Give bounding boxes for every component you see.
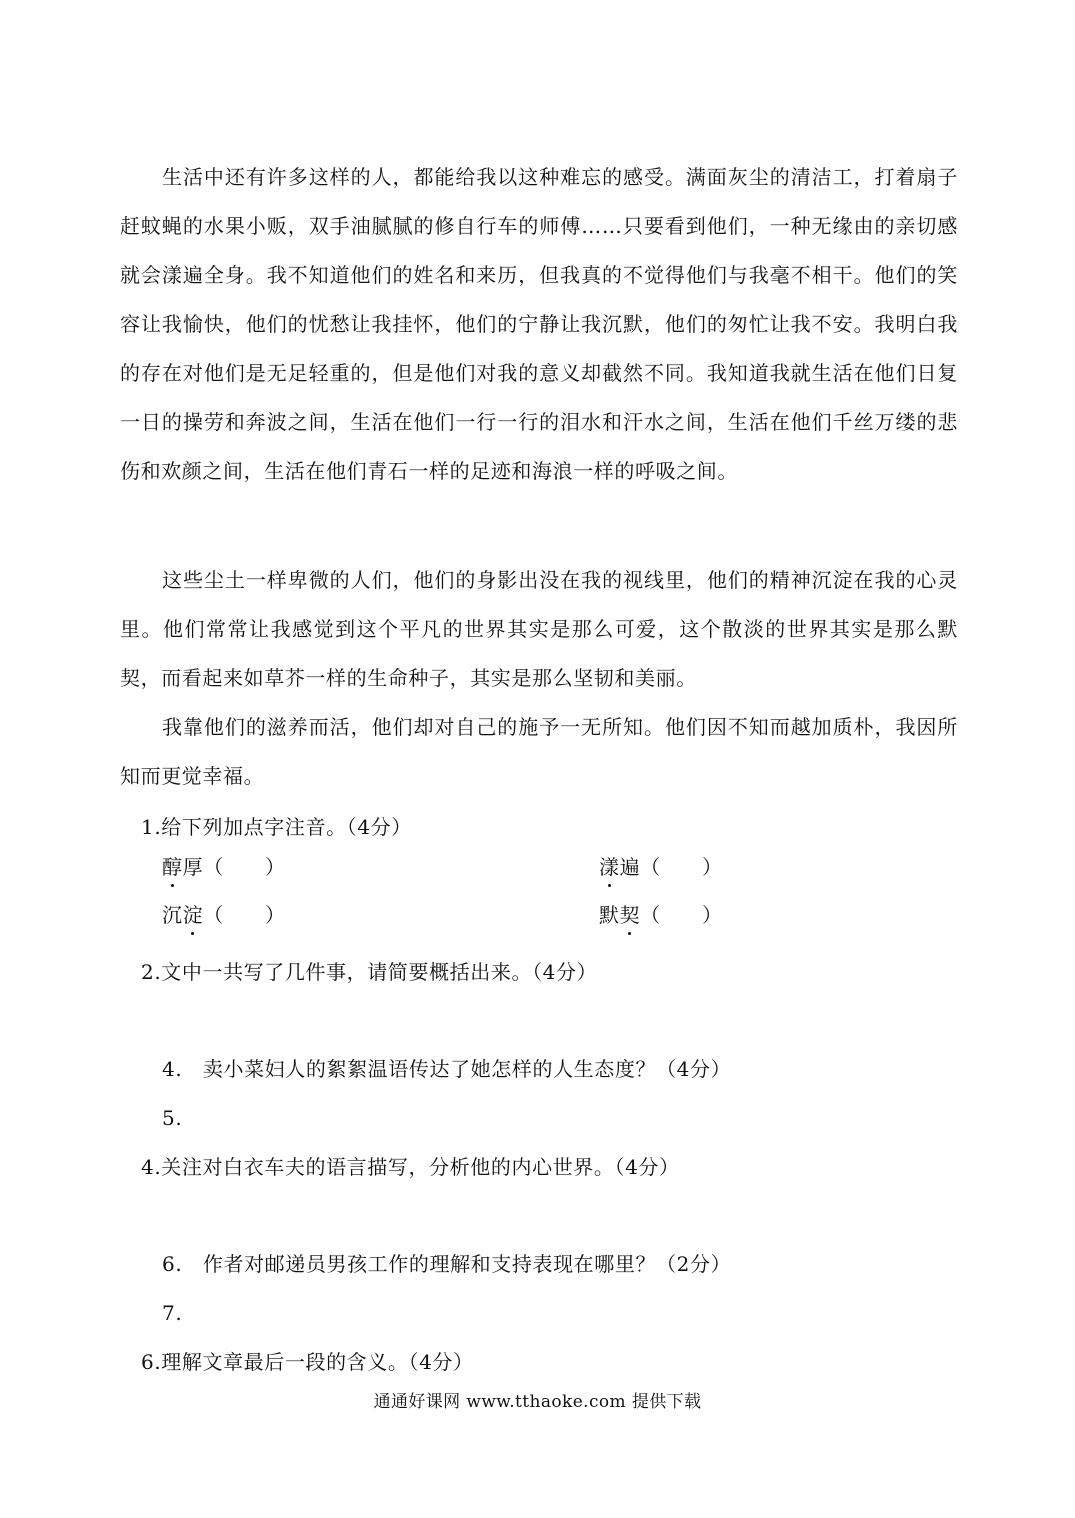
pinyin-item-chunhou — [162, 853, 286, 881]
question-5: 5. — [162, 1106, 183, 1130]
pinyin-item-yangbian — [599, 853, 723, 881]
word-prefix: 沉 — [162, 903, 183, 927]
question-4-b: 4.关注对白衣车夫的语言描写，分析他的内心世界。（4分） — [141, 1155, 680, 1179]
question-1-title: 1.给下列加点字注音。（4分） — [141, 815, 412, 839]
word-prefix: 默 — [599, 903, 620, 927]
dotted-char: 醇 — [162, 855, 183, 879]
dotted-char: 漾 — [599, 855, 620, 879]
pinyin-item-chendian — [162, 901, 286, 929]
word-suffix: 遍 — [619, 855, 641, 879]
download-footer: 通通好课网 www.tthaoke.com 提供下载 — [373, 1392, 702, 1412]
question-4-a: 4. 卖小菜妇人的絮絮温语传达了她怎样的人生态度？（4分） — [162, 1057, 732, 1081]
answer-blank: （ ） — [640, 903, 723, 927]
question-2: 2.文中一共写了几件事，请简要概括出来。（4分） — [141, 960, 598, 984]
dotted-char: 淀 — [182, 903, 204, 927]
answer-blank: （ ） — [203, 855, 286, 879]
answer-blank: （ ） — [203, 903, 286, 927]
passage-paragraph-1: 生活中还有许多这样的人，都能给我以这种难忘的感受。满面灰尘的清洁工，打着扇子赶蚊蝇的水果小贩，双手油腻腻的修自行车的师傅……只要看到他们，一种无缘由的亲切感就会漾遍全身。我不知道他们的姓名和来历，但我真的不觉得他们与我毫不相干。他们的笑容让我愉快，他们的忧愁让我挂怀，他们的宁静让我沉默，他们的匆忙让我不安。我明白我的存在对他们是无足轻重的，但是他们对我的意义却截然不同。我知道我就生活在他们日复一日的操劳和奔波之间，生活在他们一行一行的泪水和汗水之间，生活在他们千丝万缕的悲伤和欢颜之间，生活在他们青石一样的足迹和海浪一样的呼吸之间。 — [120, 165, 958, 483]
question-7: 7. — [162, 1301, 183, 1325]
passage-paragraph-3: 我靠他们的滋养而活，他们却对自己的施予一无所知。他们因不知而越加质朴，我因所知而更觉幸福。 — [120, 715, 958, 788]
question-6-b: 6.理解文章最后一段的含义。（4分） — [141, 1350, 474, 1374]
answer-blank: （ ） — [640, 855, 723, 879]
word-suffix: 厚 — [182, 855, 204, 879]
question-6-a: 6. 作者对邮递员男孩工作的理解和支持表现在哪里？（2分） — [162, 1252, 732, 1276]
dotted-char: 契 — [619, 903, 641, 927]
pinyin-item-moqi — [599, 901, 723, 929]
passage-paragraph-2: 这些尘土一样卑微的人们，他们的身影出没在我的视线里，他们的精神沉淀在我的心灵里。他们常常让我感觉到这个平凡的世界其实是那么可爱，这个散淡的世界其实是那么默契，而看起来如草芥一样的生命种子，其实是那么坚韧和美丽。 — [120, 568, 958, 690]
